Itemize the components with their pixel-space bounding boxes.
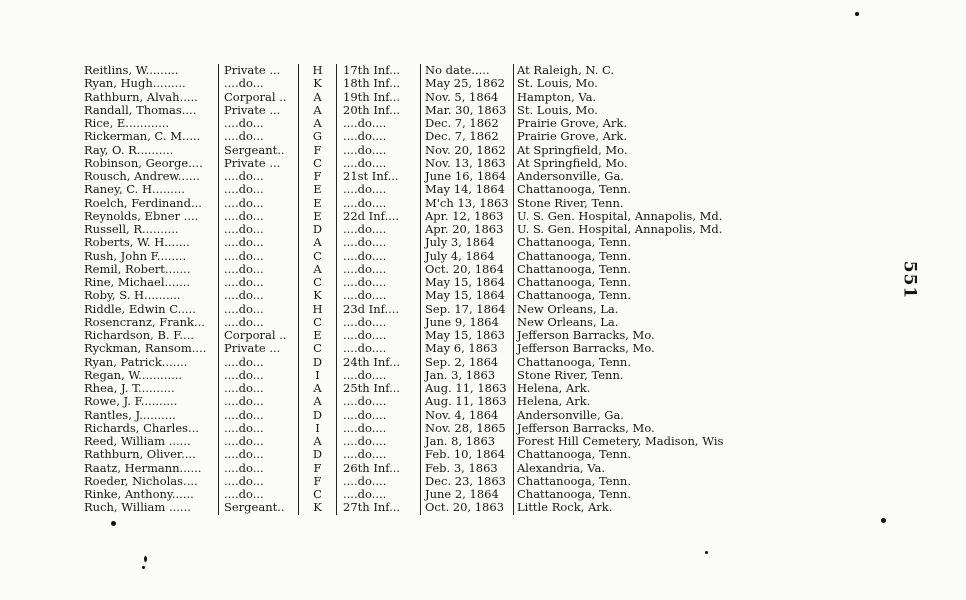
death-place-cell: Jefferson Barracks, Mo. xyxy=(517,329,655,342)
soldier-name-cell: Rush, John F........ xyxy=(82,250,219,263)
death-place-cell: Andersonville, Ga. xyxy=(517,170,624,183)
rank-cell: ....do... xyxy=(219,409,299,422)
soldier-name-cell: Rinke, Anthony...... xyxy=(82,488,219,501)
table-row xyxy=(82,303,782,316)
table-row xyxy=(82,276,782,289)
death-place-cell: Chattanooga, Tenn. xyxy=(517,183,631,197)
regiment-cell: 24th Inf... xyxy=(337,356,421,369)
soldier-name-cell: Raatz, Hermann...... xyxy=(82,462,219,475)
rank-cell: ....do... xyxy=(219,395,299,408)
regiment-cell: ....do.... xyxy=(337,289,421,302)
regiment-cell: ....do.... xyxy=(337,223,421,236)
death-date-cell: Apr. 12, 1863 xyxy=(421,210,514,223)
table-row xyxy=(82,342,782,355)
ink-speck xyxy=(855,12,859,16)
rank-cell: ....do... xyxy=(219,488,299,501)
death-date-cell: Oct. 20, 1863 xyxy=(421,501,514,514)
ink-speck xyxy=(111,521,116,526)
table-row xyxy=(82,64,782,77)
table-row xyxy=(82,409,782,422)
rank-cell: Sergeant.. xyxy=(219,501,299,514)
death-place-cell: Chattanooga, Tenn. xyxy=(517,355,631,369)
company-cell: A xyxy=(299,91,337,104)
death-date-cell: Feb. 10, 1864 xyxy=(421,448,514,461)
death-place-cell: U. S. Gen. Hospital, Annapolis, Md. xyxy=(517,209,723,223)
death-date-cell: No date..... xyxy=(421,64,514,77)
regiment-cell: ....do.... xyxy=(337,422,421,435)
regiment-cell: ....do.... xyxy=(337,197,421,210)
death-date-cell: June 2, 1864 xyxy=(421,488,514,501)
table-row xyxy=(82,382,782,395)
death-date-cell: May 15, 1864 xyxy=(421,276,514,289)
company-cell: A xyxy=(299,104,337,117)
soldier-name-cell: Remil, Robert....... xyxy=(82,263,219,276)
regiment-cell: ....do.... xyxy=(337,395,421,408)
regiment-cell: 17th Inf... xyxy=(337,64,421,77)
company-cell: F xyxy=(299,462,337,475)
rank-cell: ....do... xyxy=(219,356,299,369)
soldier-name-cell: Rice, E............ xyxy=(82,117,219,130)
soldier-name-cell: Reitlins, W......... xyxy=(82,64,219,77)
rank-cell: Private ... xyxy=(219,157,299,170)
death-date-cell: July 3, 1864 xyxy=(421,236,514,249)
regiment-cell: 25th Inf... xyxy=(337,382,421,395)
soldier-name-cell: Ruch, William ...... xyxy=(82,501,219,514)
rank-cell: ....do... xyxy=(219,462,299,475)
regiment-cell: ....do.... xyxy=(337,144,421,157)
death-date-cell: May 25, 1862 xyxy=(421,77,514,90)
death-place-cell: Chattanooga, Tenn. xyxy=(517,289,631,303)
table-row xyxy=(82,104,782,117)
soldier-name-cell: Roelch, Ferdinand... xyxy=(82,197,219,210)
rank-cell: ....do... xyxy=(219,369,299,382)
company-cell: D xyxy=(299,356,337,369)
table-row xyxy=(82,329,782,342)
company-cell: E xyxy=(299,210,337,223)
soldier-name-cell: Riddle, Edwin C..... xyxy=(82,303,219,316)
company-cell: A xyxy=(299,435,337,448)
rank-cell: Private ... xyxy=(219,342,299,355)
rank-cell: ....do... xyxy=(219,117,299,130)
rank-cell: ....do... xyxy=(219,475,299,488)
death-place-cell: Chattanooga, Tenn. xyxy=(517,276,631,289)
soldier-name-cell: Ryan, Hugh......... xyxy=(82,77,219,90)
death-date-cell: Oct. 20, 1864 xyxy=(421,263,514,276)
death-place-cell: Jefferson Barracks, Mo. xyxy=(517,421,655,435)
ink-speck xyxy=(705,551,708,554)
regiment-cell: ....do.... xyxy=(337,435,421,448)
regiment-cell: ....do.... xyxy=(337,342,421,355)
company-cell: H xyxy=(299,303,337,316)
death-place-cell: St. Louis, Mo. xyxy=(517,77,598,91)
soldier-name-cell: Rickerman, C. M..... xyxy=(82,130,219,143)
rank-cell: Private ... xyxy=(219,64,299,77)
ink-speck xyxy=(144,556,147,562)
table-row xyxy=(82,501,782,514)
regiment-cell: ....do.... xyxy=(337,409,421,422)
death-date-cell: May 15, 1863 xyxy=(421,329,514,342)
death-date-cell: Apr. 20, 1863 xyxy=(421,223,514,236)
rank-cell: ....do... xyxy=(219,289,299,302)
soldier-name-cell: Ryckman, Ransom.... xyxy=(82,342,219,355)
death-place-cell: New Orleans, La. xyxy=(517,302,619,316)
death-date-cell: June 16, 1864 xyxy=(421,170,514,183)
death-place-cell: Stone River, Tenn. xyxy=(517,196,624,210)
death-date-cell: Jan. 8, 1863 xyxy=(421,435,514,448)
table-row xyxy=(82,130,782,143)
rank-cell: ....do... xyxy=(219,197,299,210)
rank-cell: ....do... xyxy=(219,210,299,223)
rank-cell: Private ... xyxy=(219,104,299,117)
rank-cell: ....do... xyxy=(219,183,299,196)
regiment-cell: ....do.... xyxy=(337,130,421,143)
regiment-cell: ....do.... xyxy=(337,369,421,382)
company-cell: E xyxy=(299,197,337,210)
rank-cell: ....do... xyxy=(219,276,299,289)
soldier-name-cell: Roeder, Nicholas.... xyxy=(82,475,219,488)
soldier-name-cell: Roberts, W. H....... xyxy=(82,236,219,249)
table-row xyxy=(82,183,782,196)
rank-cell: ....do... xyxy=(219,382,299,395)
company-cell: D xyxy=(299,223,337,236)
regiment-cell: ....do.... xyxy=(337,276,421,289)
rank-cell: ....do... xyxy=(219,250,299,263)
death-date-cell: Sep. 2, 1864 xyxy=(421,356,514,369)
death-place-cell: Prairie Grove, Ark. xyxy=(517,130,628,144)
ink-speck xyxy=(881,518,886,523)
regiment-cell: ....do.... xyxy=(337,448,421,461)
death-place-cell: Helena, Ark. xyxy=(517,382,591,395)
rank-cell: ....do... xyxy=(219,316,299,329)
table-row xyxy=(82,236,782,249)
company-cell: C xyxy=(299,276,337,289)
company-cell: E xyxy=(299,183,337,196)
regiment-cell: ....do.... xyxy=(337,316,421,329)
company-cell: I xyxy=(299,369,337,382)
table-row xyxy=(82,157,782,170)
death-date-cell: Nov. 28, 1865 xyxy=(421,422,514,435)
soldier-name-cell: Randall, Thomas.... xyxy=(82,104,219,117)
company-cell: K xyxy=(299,77,337,90)
table-row xyxy=(82,170,782,183)
death-date-cell: Jan. 3, 1863 xyxy=(421,369,514,382)
rank-cell: Corporal .. xyxy=(219,91,299,104)
company-cell: E xyxy=(299,329,337,342)
rank-cell: ....do... xyxy=(219,130,299,143)
soldier-name-cell: Richardson, B. F.... xyxy=(82,329,219,342)
soldier-name-cell: Rantles, J.......... xyxy=(82,409,219,422)
rank-cell: ....do... xyxy=(219,236,299,249)
table-row xyxy=(82,250,782,263)
rank-cell: Sergeant.. xyxy=(219,144,299,157)
death-date-cell: Dec. 7, 1862 xyxy=(421,117,514,130)
death-date-cell: Dec. 7, 1862 xyxy=(421,130,514,143)
death-place-cell: At Springfield, Mo. xyxy=(517,143,628,157)
table-row xyxy=(82,91,782,104)
rank-cell: ....do... xyxy=(219,448,299,461)
soldier-name-cell: Rine, Michael....... xyxy=(82,276,219,289)
death-date-cell: Aug. 11, 1863 xyxy=(421,382,514,395)
company-cell: D xyxy=(299,409,337,422)
regiment-cell: ....do.... xyxy=(337,117,421,130)
company-cell: C xyxy=(299,250,337,263)
regiment-cell: 20th Inf... xyxy=(337,104,421,117)
soldier-name-cell: Reynolds, Ebner .... xyxy=(82,210,219,223)
table-row xyxy=(82,117,782,130)
table-row xyxy=(82,369,782,382)
company-cell: A xyxy=(299,382,337,395)
regiment-cell: ....do.... xyxy=(337,236,421,249)
roster-table xyxy=(82,64,782,515)
table-row xyxy=(82,263,782,276)
death-place-cell: Alexandria, Va. xyxy=(517,461,606,475)
death-date-cell: Nov. 20, 1862 xyxy=(421,144,514,157)
table-row xyxy=(82,395,782,408)
death-place-cell: Hampton, Va. xyxy=(517,90,597,104)
death-date-cell: June 9, 1864 xyxy=(421,316,514,329)
ink-speck xyxy=(142,566,145,569)
regiment-cell: ....do.... xyxy=(337,157,421,170)
death-place-cell: Prairie Grove, Ark. xyxy=(517,117,628,130)
page-number: 551 xyxy=(899,260,920,300)
death-date-cell: Feb. 3, 1863 xyxy=(421,462,514,475)
regiment-cell: 22d Inf.... xyxy=(337,210,421,223)
regiment-cell: 26th Inf... xyxy=(337,462,421,475)
table-row xyxy=(82,462,782,475)
rank-cell: ....do... xyxy=(219,223,299,236)
death-date-cell: M'ch 13, 1863 xyxy=(421,197,514,210)
regiment-cell: 21st Inf... xyxy=(337,170,421,183)
regiment-cell: 18th Inf... xyxy=(337,77,421,90)
soldier-name-cell: Rhea, J. T.......... xyxy=(82,382,219,395)
table-row xyxy=(82,77,782,90)
rank-cell: ....do... xyxy=(219,422,299,435)
company-cell: A xyxy=(299,117,337,130)
company-cell: H xyxy=(299,64,337,77)
death-place-cell: Chattanooga, Tenn. xyxy=(517,488,631,501)
death-place-cell: At Raleigh, N. C. xyxy=(517,64,615,77)
death-place-cell: Little Rock, Ark. xyxy=(517,501,613,515)
rank-cell: ....do... xyxy=(219,435,299,448)
death-date-cell: Sep. 17, 1864 xyxy=(421,303,514,316)
death-place-cell: Chattanooga, Tenn. xyxy=(517,236,631,250)
death-place-cell: Forest Hill Cemetery, Madison, Wis xyxy=(517,435,724,448)
company-cell: I xyxy=(299,422,337,435)
death-place-cell: Stone River, Tenn. xyxy=(517,368,624,382)
rank-cell: Corporal .. xyxy=(219,329,299,342)
table-row xyxy=(82,475,782,488)
soldier-name-cell: Raney, C. H......... xyxy=(82,183,219,196)
regiment-cell: 23d Inf.... xyxy=(337,303,421,316)
company-cell: F xyxy=(299,144,337,157)
death-place-cell: St. Louis, Mo. xyxy=(517,103,598,117)
company-cell: C xyxy=(299,157,337,170)
company-cell: A xyxy=(299,263,337,276)
soldier-name-cell: Rathburn, Alvah..... xyxy=(82,91,219,104)
soldier-name-cell: Rowe, J. F.......... xyxy=(82,395,219,408)
death-date-cell: Nov. 5, 1864 xyxy=(421,91,514,104)
rank-cell: ....do... xyxy=(219,303,299,316)
death-place-cell: Chattanooga, Tenn. xyxy=(517,262,631,276)
company-cell: K xyxy=(299,289,337,302)
table-row xyxy=(82,144,782,157)
soldier-name-cell: Rosencranz, Frank... xyxy=(82,316,219,329)
regiment-cell: ....do.... xyxy=(337,183,421,196)
company-cell: C xyxy=(299,488,337,501)
soldier-name-cell: Ray, O. R.......... xyxy=(82,144,219,157)
death-date-cell: Nov. 4, 1864 xyxy=(421,409,514,422)
rank-cell: ....do... xyxy=(219,170,299,183)
table-row xyxy=(82,422,782,435)
death-date-cell: Dec. 23, 1863 xyxy=(421,475,514,488)
company-cell: F xyxy=(299,475,337,488)
regiment-cell: ....do.... xyxy=(337,329,421,342)
company-cell: K xyxy=(299,501,337,514)
death-place-cell: Andersonville, Ga. xyxy=(517,408,624,422)
soldier-name-cell: Russell, R.......... xyxy=(82,223,219,236)
soldier-name-cell: Ryan, Patrick....... xyxy=(82,356,219,369)
soldier-name-cell: Richards, Charles... xyxy=(82,422,219,435)
regiment-cell: 27th Inf... xyxy=(337,501,421,514)
soldier-name-cell: Regan, W............ xyxy=(82,369,219,382)
company-cell: C xyxy=(299,342,337,355)
table-row xyxy=(82,210,782,223)
death-place-cell: Chattanooga, Tenn. xyxy=(517,249,631,263)
regiment-cell: ....do.... xyxy=(337,263,421,276)
table-row xyxy=(82,197,782,210)
regiment-cell: ....do.... xyxy=(337,475,421,488)
death-date-cell: May 14, 1864 xyxy=(421,183,514,196)
death-date-cell: Aug. 11, 1863 xyxy=(421,395,514,408)
death-place-cell: Chattanooga, Tenn. xyxy=(517,448,631,462)
regiment-cell: ....do.... xyxy=(337,488,421,501)
company-cell: C xyxy=(299,316,337,329)
soldier-name-cell: Rathburn, Oliver.... xyxy=(82,448,219,461)
death-place-cell: Helena, Ark. xyxy=(517,395,591,409)
table-row xyxy=(82,435,782,448)
company-cell: A xyxy=(299,395,337,408)
company-cell: A xyxy=(299,236,337,249)
table-row xyxy=(82,488,782,501)
table-row xyxy=(82,356,782,369)
death-date-cell: May 6, 1863 xyxy=(421,342,514,355)
death-date-cell: July 4, 1864 xyxy=(421,250,514,263)
company-cell: D xyxy=(299,448,337,461)
soldier-name-cell: Robinson, George.... xyxy=(82,157,219,170)
death-place-cell: New Orleans, La. xyxy=(517,315,619,329)
table-row xyxy=(82,448,782,461)
death-place-cell: Jefferson Barracks, Mo. xyxy=(517,342,655,356)
death-date-cell: Nov. 13, 1863 xyxy=(421,157,514,170)
regiment-cell: 19th Inf... xyxy=(337,91,421,104)
soldier-name-cell: Roby, S. H.......... xyxy=(82,289,219,302)
table-row xyxy=(82,289,782,302)
regiment-cell: ....do.... xyxy=(337,250,421,263)
soldier-name-cell: Reed, William ...... xyxy=(82,435,219,448)
death-place-cell: At Springfield, Mo. xyxy=(517,156,628,170)
death-place-cell: Chattanooga, Tenn. xyxy=(517,474,631,488)
soldier-name-cell: Rousch, Andrew...... xyxy=(82,170,219,183)
table-row xyxy=(82,223,782,236)
death-place-cell: U. S. Gen. Hospital, Annapolis, Md. xyxy=(517,223,723,236)
rank-cell: ....do... xyxy=(219,263,299,276)
table-row xyxy=(82,316,782,329)
company-cell: F xyxy=(299,170,337,183)
death-date-cell: Mar. 30, 1863 xyxy=(421,104,514,117)
company-cell: G xyxy=(299,130,337,143)
death-date-cell: May 15, 1864 xyxy=(421,289,514,302)
rank-cell: ....do... xyxy=(219,77,299,90)
